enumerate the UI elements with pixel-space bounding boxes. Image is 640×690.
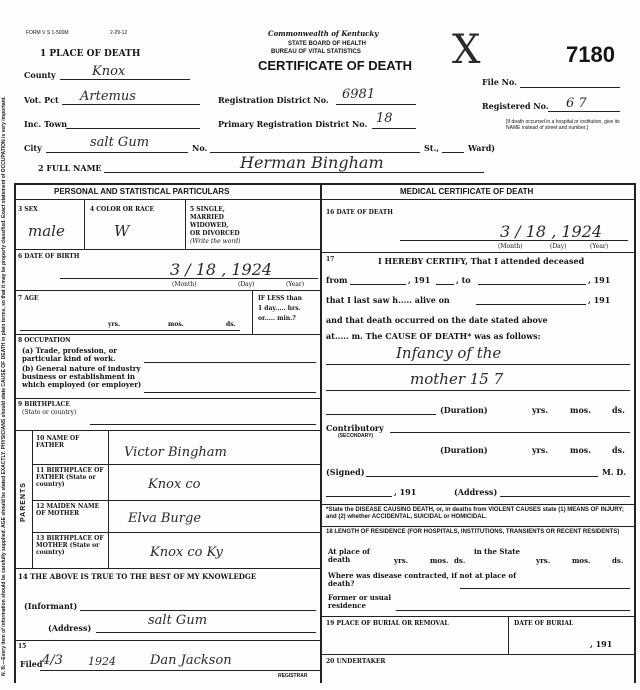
age-ds: ds. <box>226 321 236 328</box>
duration-mos-2: mos. <box>570 445 592 455</box>
dob-day-label: (Day) <box>238 281 255 288</box>
md-label: M. D. <box>602 467 626 477</box>
secondary-label: (SECONDARY) <box>338 433 374 439</box>
state-ds: ds. <box>612 556 624 565</box>
city-value: salt Gum <box>90 135 150 150</box>
marital-label-3: WIDOWED, <box>190 222 229 229</box>
occupation-label: 8 OCCUPATION <box>18 337 71 344</box>
last-saw-label: that I last saw h..... alive on <box>326 295 450 305</box>
undertaker-label: 20 UNDERTAKER <box>326 658 386 665</box>
if-less-1: IF LESS than <box>258 295 302 302</box>
burial-label: 19 PLACE OF BURIAL OR REMOVAL <box>326 620 449 627</box>
dob-value: 3 / 18 , 1924 <box>170 260 273 279</box>
informant-address-value: salt Gum <box>148 613 208 628</box>
full-name-label: 2 FULL NAME <box>38 163 102 173</box>
from-label: from <box>326 275 348 285</box>
from-year: , 191 <box>408 275 431 285</box>
county-value: Knox <box>92 64 126 79</box>
true-statement: 14 THE ABOVE IS TRUE TO THE BEST OF MY KNOWLEDGE <box>18 572 257 581</box>
city-label: City <box>24 143 42 153</box>
section-15-label: 15 <box>18 643 27 650</box>
place-yrs: yrs. <box>394 556 409 565</box>
file-no-label: File No. <box>482 77 517 87</box>
cause-footnote: *State the DISEASE CAUSING DEATH, or, in deaths from VIOLENT CAUSES state (1) MEANS OF INJURY; and (2) whether ACCIDENTAL, SUICIDAL or HOMICIDAL. <box>326 507 624 520</box>
filed-value: 4/3 <box>42 653 63 668</box>
dod-month-label: (Month) <box>498 243 523 250</box>
sex-label: 3 SEX <box>18 206 38 213</box>
no-label: No. <box>192 143 208 153</box>
registration-district-label: Registration District No. <box>218 95 329 105</box>
vot-pct-label: Vot. Pct <box>24 95 59 105</box>
duration-yrs-2: yrs. <box>532 445 549 455</box>
mother-birthplace-label: 13 BIRTHPLACE OF MOTHER (State or country) <box>36 535 104 556</box>
signed-label: (Signed) <box>326 467 365 477</box>
personal-heading: PERSONAL AND STATISTICAL PARTICULARS <box>54 187 230 196</box>
marital-label-4: OR DIVORCED <box>190 230 240 237</box>
cause-of-death-line: at..... m. The CAUSE OF DEATH* was as follows: <box>326 331 541 341</box>
primary-registration-label: Primary Registration District No. <box>218 119 368 129</box>
ward-label: Ward) <box>468 143 496 153</box>
dob-label: 6 DATE OF BIRTH <box>18 253 80 260</box>
duration-yrs-1: yrs. <box>532 405 549 415</box>
duration-mos-1: mos. <box>570 405 592 415</box>
date-of-burial-label: DATE OF BURIAL <box>514 620 574 627</box>
place-ds: ds. <box>454 556 466 565</box>
marital-label-5: (Write the word) <box>190 238 241 245</box>
state-yrs: yrs. <box>536 556 551 565</box>
informant-address-label: (Address) <box>48 623 92 633</box>
registered-no-value: 6 7 <box>566 96 587 111</box>
physician-address-label: (Address) <box>454 487 498 497</box>
place-of-death-heading: 1 PLACE OF DEATH <box>40 49 141 59</box>
mother-birthplace-value: Knox co Ky <box>150 545 223 560</box>
bureau-vital-statistics: BUREAU OF VITAL STATISTICS <box>271 49 361 55</box>
occupation-a: (a) Trade, profession, or particular kind of work. <box>22 346 117 364</box>
father-birthplace-value: Knox co <box>148 477 201 492</box>
registered-no-label: Registered No. <box>482 101 549 111</box>
father-birthplace-label: 11 BIRTHPLACE OF FATHER (State or country) <box>36 467 104 488</box>
father-name-value: Victor Bingham <box>124 445 227 460</box>
dob-year-label: (Year) <box>286 281 305 288</box>
where-contracted: Where was disease contracted, if not at place of death? <box>328 571 517 589</box>
if-less-2: 1 day..... hrs. <box>258 305 301 312</box>
full-name-value: Herman Bingham <box>240 153 384 172</box>
grid-top-rule <box>14 183 636 185</box>
color-label: 4 COLOR OR RACE <box>90 206 155 213</box>
vot-pct-value: Artemus <box>80 89 136 104</box>
dod-year-label: (Year) <box>590 243 609 250</box>
certificate-number: 7180 <box>566 42 615 67</box>
duration-ds-1: ds. <box>612 405 625 415</box>
age-yrs: yrs. <box>108 321 121 328</box>
at-place-of-death: At place of death <box>328 547 370 565</box>
street-label: St., <box>424 143 440 153</box>
hospital-note: [If death occurred in a hospital or institution, give its NAME instead of street and number.] <box>506 119 620 131</box>
marital-label-1: 5 SINGLE, <box>190 206 225 213</box>
contributory-label: Contributory <box>326 423 384 433</box>
last-saw-year: , 191 <box>588 295 611 305</box>
cause-value-1: Infancy of the <box>396 344 502 362</box>
registrar-label: REGISTRAR <box>278 673 308 679</box>
dod-label: 16 DATE OF DEATH <box>326 209 393 216</box>
filed-year: 1924 <box>88 655 116 668</box>
inc-town-label: Inc. Town <box>24 119 68 129</box>
parents-label: PARENTS <box>20 482 27 522</box>
grid-center-rule <box>320 183 322 683</box>
residence-label: 18 LENGTH OF RESIDENCE (FOR HOSPITALS, INSTITUTIONS, TRANSIENTS OR RECENT RESIDENTS) <box>326 529 620 535</box>
dod-value: 3 / 18 , 1924 <box>500 222 603 241</box>
mother-name-label: 12 MAIDEN NAME OF MOTHER <box>36 503 100 517</box>
registration-district-value: 6981 <box>342 87 376 102</box>
to-label: , to <box>456 275 471 285</box>
duration-label-2: (Duration) <box>440 445 488 455</box>
informant-label: (Informant) <box>24 601 78 611</box>
mother-name-value: Elva Burge <box>128 511 202 526</box>
margin-note: N. B.—Every item of information should be carefully supplied. AGE should be stated EXACTLY. PHYSICIANS should state CAUSE OF DEATH in plain terms, so that it may be properly classified. Exact statement of OCCUPATION is very important. <box>1 96 7 676</box>
item-17-label: 17 <box>326 256 335 263</box>
filed-label: Filed <box>20 659 43 669</box>
birthplace-sub: (State or country) <box>22 409 77 416</box>
in-the-state: in the State <box>474 547 520 556</box>
dod-day-label: (Day) <box>550 243 567 250</box>
commonwealth-title: Commonwealth of Kentucky <box>268 29 379 38</box>
cause-value-2: mother 15 7 <box>410 370 504 388</box>
state-mos: mos. <box>572 556 591 565</box>
dob-month-label: (Month) <box>172 281 197 288</box>
place-mos: mos. <box>430 556 449 565</box>
form-date: 2-29-12 <box>110 30 128 36</box>
to-year: , 191 <box>588 275 611 285</box>
registrar-signature: Dan Jackson <box>150 653 232 668</box>
if-less-3: or..... min.? <box>258 315 296 322</box>
burial-year: , 191 <box>590 639 613 649</box>
x-mark: X <box>452 27 481 73</box>
form-number: FORM V S 1-500M <box>26 30 69 36</box>
color-value: W <box>114 222 130 240</box>
signed-date-year: , 191 <box>394 487 417 497</box>
age-mos: mos. <box>168 321 184 328</box>
medical-heading: MEDICAL CERTIFICATE OF DEATH <box>400 187 534 196</box>
former-residence: Former or usual residence <box>328 593 392 611</box>
father-name-label: 10 NAME OF FATHER <box>36 435 80 449</box>
marital-label-2: MARRIED <box>190 214 224 221</box>
certify-text: I HEREBY CERTIFY, That I attended deceased <box>378 256 585 266</box>
age-label: 7 AGE <box>18 295 39 302</box>
county-label: County <box>24 70 56 80</box>
board-of-health: STATE BOARD OF HEALTH <box>288 41 366 47</box>
duration-ds-2: ds. <box>612 445 625 455</box>
certificate-title: CERTIFICATE OF DEATH <box>258 58 413 73</box>
occupation-b: (b) General nature of industry business or establishment in which employed (or employer) <box>22 364 142 390</box>
duration-label-1: (Duration) <box>440 405 488 415</box>
sex-value: male <box>28 222 65 240</box>
death-occurred-text: and that death occurred on the date stated above <box>326 315 548 325</box>
birthplace-label: 9 BIRTHPLACE <box>18 401 70 408</box>
primary-registration-value: 18 <box>376 111 393 126</box>
